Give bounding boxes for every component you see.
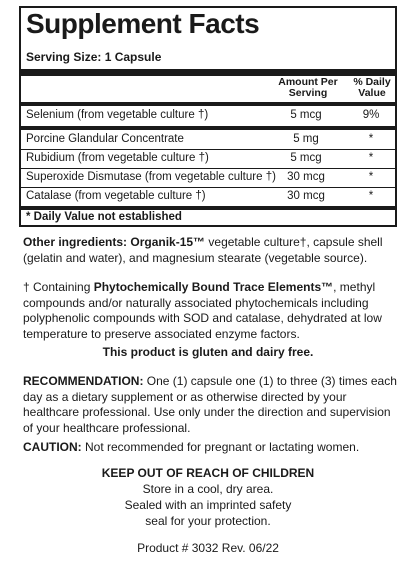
- storage-line: Sealed with an imprinted safety: [124, 498, 292, 512]
- caution: CAUTION: Not recommended for pregnant or lactating women.: [23, 440, 360, 454]
- ingredient-dv: *: [368, 152, 374, 164]
- row-divider: [21, 187, 395, 188]
- serving-size: Serving Size: 1 Capsule: [26, 50, 162, 64]
- product-number: Product # 3032 Rev. 06/22: [137, 541, 279, 555]
- ingredient-name: Porcine Glandular Concentrate: [26, 133, 184, 145]
- ingredient-amount: 30 mcg: [287, 171, 325, 183]
- ingredient-name: Selenium (from vegetable culture †): [26, 109, 209, 121]
- row-divider: [21, 168, 395, 169]
- ingredient-name: Catalase (from vegetable culture †): [26, 190, 206, 202]
- divider-section: [21, 126, 395, 130]
- divider-header: [21, 102, 395, 106]
- ingredient-dv: *: [368, 171, 374, 183]
- divider-footer: [21, 206, 395, 210]
- storage-line: Store in a cool, dry area.: [142, 482, 274, 496]
- panel-title: Supplement Facts: [26, 8, 260, 39]
- ingredient-amount: 30 mcg: [287, 190, 325, 202]
- ingredient-dv: *: [368, 190, 374, 202]
- storage-line: seal for your protection.: [145, 514, 271, 528]
- daily-value-header: % Daily Value: [353, 76, 391, 99]
- divider-thick: [21, 69, 395, 76]
- recommendation: RECOMMENDATION: One (1) capsule one (1) to three (3) times each day as a dietary supplement or as otherwise directed by your healthcare professional. Use only under the direction and supervision of your healthcare professional.: [23, 374, 397, 435]
- ingredient-amount: 5 mcg: [290, 152, 322, 164]
- ingredient-amount: 5 mg: [293, 133, 319, 145]
- ingredient-dv: 9%: [362, 109, 380, 121]
- daily-value-footnote: * Daily Value not established: [26, 211, 182, 223]
- ingredient-name: Rubidium (from vegetable culture †): [26, 152, 209, 164]
- ingredient-name: Superoxide Dismutase (from vegetable culture †): [26, 171, 276, 183]
- ingredient-amount: 5 mcg: [290, 109, 322, 121]
- supplement-facts-panel: [19, 6, 397, 227]
- keep-out-of-reach-heading: KEEP OUT OF REACH OF CHILDREN: [101, 466, 315, 480]
- gluten-dairy-free-note: This product is gluten and dairy free.: [102, 345, 314, 359]
- row-divider: [21, 149, 395, 150]
- amount-per-serving-header: Amount Per Serving: [278, 76, 338, 99]
- organik-brand: Organik-15™: [130, 235, 206, 249]
- other-ingredients: Other ingredients: Organik-15™ vegetable culture†, capsule shell (gelatin and water), and magnesium stearate (vegetable source).: [23, 235, 383, 265]
- containing-note: † Containing Phytochemically Bound Trace Elements™, methyl compounds and/or naturally associated phytochemicals including polyphenolic compounds with SOD and catalase, dehydrated at low temperature to preserve associated enzyme factors.: [23, 280, 382, 341]
- ingredient-dv: *: [368, 133, 374, 145]
